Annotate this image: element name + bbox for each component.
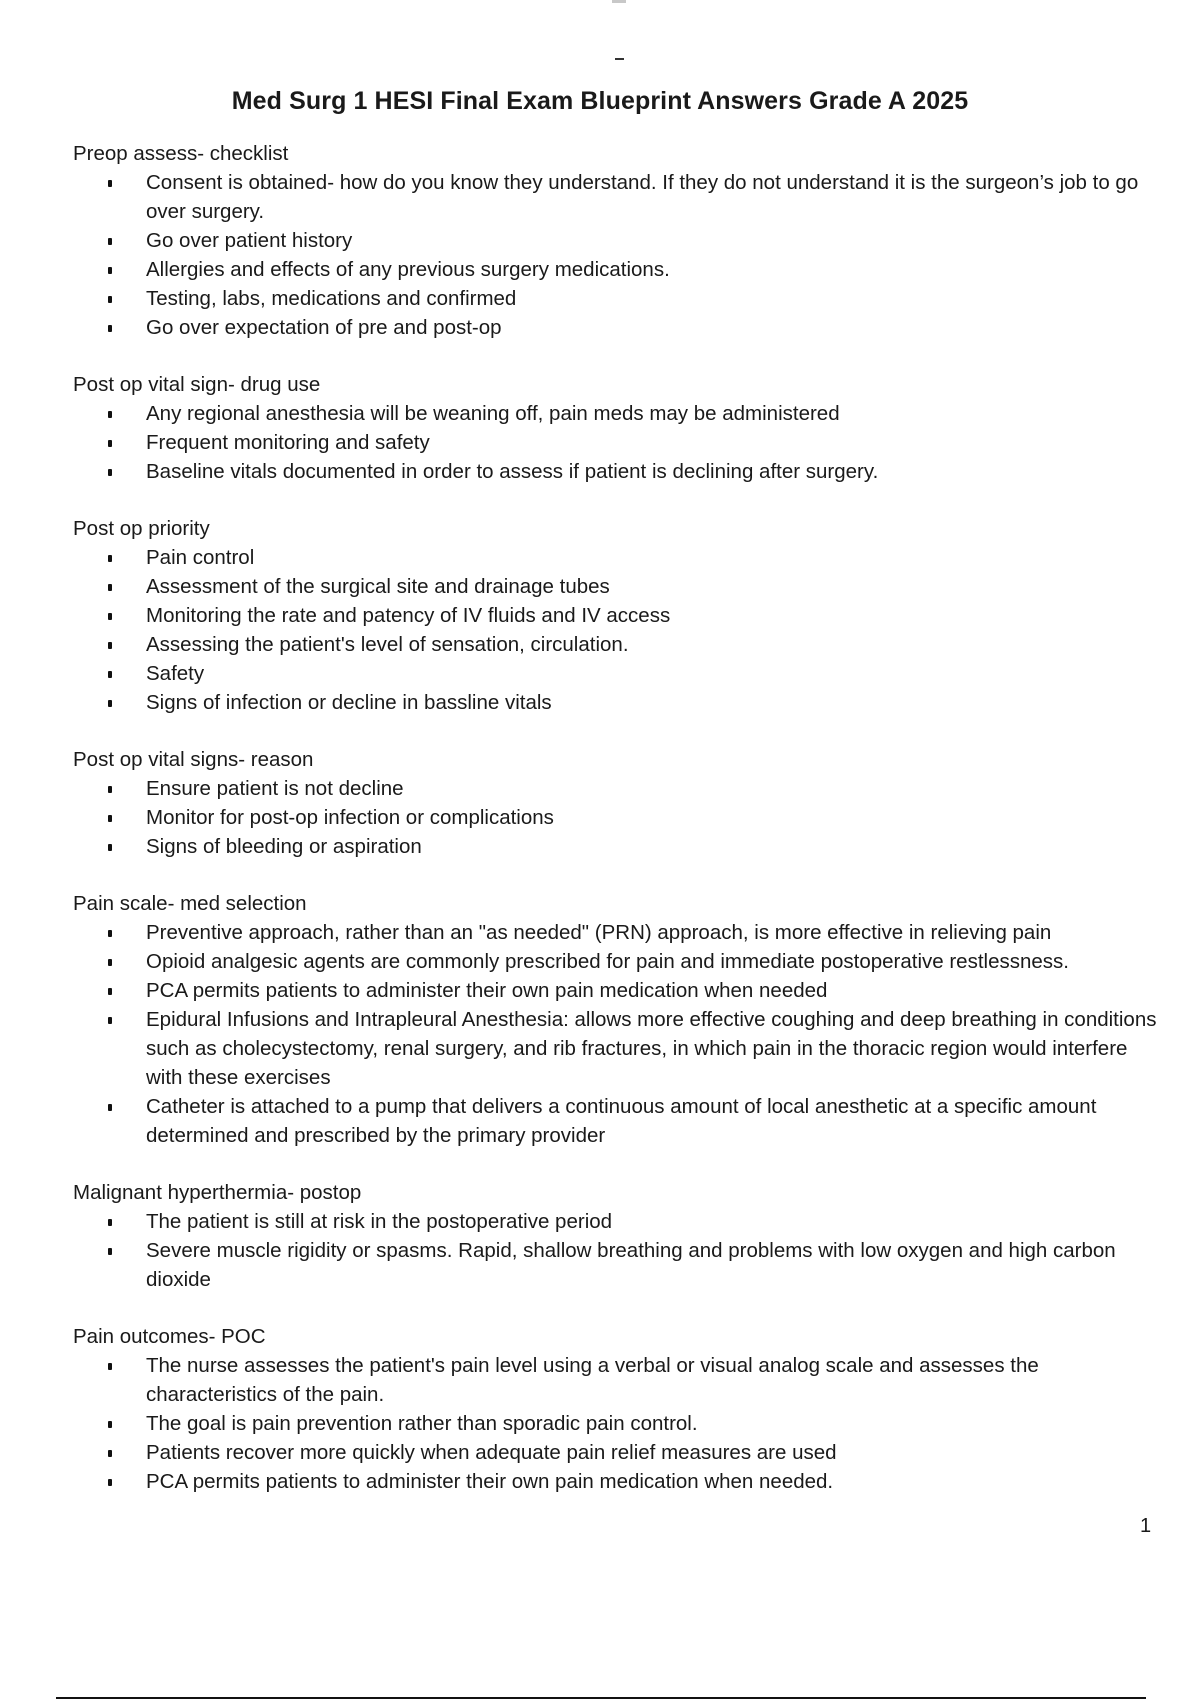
bullet-icon	[108, 1421, 112, 1428]
list-item-text: Assessing the patient's level of sensation, circulation.	[146, 633, 629, 656]
list-item-text: Go over patient history	[146, 229, 353, 252]
list-item	[73, 1092, 1163, 1150]
page-number: 1	[1140, 1515, 1152, 1537]
list-item	[73, 601, 1163, 630]
section	[73, 370, 1163, 486]
bullet-list	[73, 918, 1163, 1150]
list-item	[73, 255, 1163, 284]
list-item	[73, 803, 1163, 832]
bullet-icon	[108, 671, 112, 678]
list-item	[73, 457, 1163, 486]
bullet-list	[73, 1351, 1163, 1496]
bullet-icon	[108, 613, 112, 620]
list-item	[73, 1409, 1163, 1438]
list-item	[73, 1351, 1163, 1409]
list-item	[73, 1467, 1163, 1496]
list-item	[73, 1005, 1163, 1092]
bullet-icon	[108, 469, 112, 476]
section-heading: Malignant hyperthermia- postop	[73, 1181, 362, 1204]
list-item-text: Pain control	[146, 546, 255, 569]
bullet-icon	[108, 584, 112, 591]
list-item-text: The patient is still at risk in the postoperative period	[146, 1210, 613, 1233]
top-edge-mark	[612, 0, 626, 3]
section	[73, 514, 1163, 717]
list-item	[73, 313, 1163, 342]
section	[73, 889, 1163, 1150]
list-item	[73, 774, 1163, 803]
bullet-icon	[108, 1479, 112, 1486]
list-item	[73, 918, 1163, 947]
bullet-icon	[108, 1363, 112, 1370]
bullet-icon	[108, 180, 112, 187]
list-item-text: Signs of infection or decline in bassline vitals	[146, 691, 552, 714]
list-item-text: Assessment of the surgical site and drainage tubes	[146, 575, 610, 598]
list-item-text: The nurse assesses the patient's pain level using a verbal or visual analog scale and assesses the characteristics of the pain.	[146, 1354, 1039, 1406]
section	[73, 745, 1163, 861]
bullet-icon	[108, 844, 112, 851]
bullet-icon	[108, 959, 112, 966]
bullet-icon	[108, 1219, 112, 1226]
list-item	[73, 226, 1163, 255]
section	[73, 1322, 1163, 1496]
section-heading: Post op vital signs- reason	[73, 748, 314, 771]
list-item-text: Patients recover more quickly when adequate pain relief measures are used	[146, 1441, 837, 1464]
footer-rule	[56, 1697, 1146, 1699]
list-item-text: Opioid analgesic agents are commonly prescribed for pain and immediate postoperative restlessness.	[146, 950, 1069, 973]
bullet-icon	[108, 1104, 112, 1111]
list-item	[73, 543, 1163, 572]
list-item-text: Epidural Infusions and Intrapleural Anesthesia: allows more effective coughing and deep breathing in conditions such as cholecystectomy, renal surgery, and rib fractures, in which pain in the thoracic region would interfere with these exercises	[146, 1008, 1157, 1089]
list-item	[73, 1236, 1163, 1294]
list-item-text: Ensure patient is not decline	[146, 777, 404, 800]
list-item-text: Severe muscle rigidity or spasms. Rapid, shallow breathing and problems with low oxygen and high carbon dioxide	[146, 1239, 1116, 1291]
bullet-list	[73, 543, 1163, 717]
section-heading: Pain outcomes- POC	[73, 1325, 266, 1348]
bullet-icon	[108, 325, 112, 332]
bullet-list	[73, 1207, 1163, 1294]
section-heading: Pain scale- med selection	[73, 892, 307, 915]
list-item-text: Go over expectation of pre and post-op	[146, 316, 502, 339]
bullet-icon	[108, 1248, 112, 1255]
list-item-text: Signs of bleeding or aspiration	[146, 835, 422, 858]
bullet-icon	[108, 296, 112, 303]
section	[73, 139, 1163, 342]
list-item-text: Testing, labs, medications and confirmed	[146, 287, 517, 310]
bullet-list	[73, 774, 1163, 861]
list-item	[73, 399, 1163, 428]
list-item	[73, 284, 1163, 313]
list-item	[73, 976, 1163, 1005]
list-item	[73, 428, 1163, 457]
list-item	[73, 1207, 1163, 1236]
list-item-text: Any regional anesthesia will be weaning off, pain meds may be administered	[146, 402, 840, 425]
list-item	[73, 630, 1163, 659]
bullet-icon	[108, 1017, 112, 1024]
list-item-text: PCA permits patients to administer their own pain medication when needed.	[146, 1470, 834, 1493]
list-item-text: Allergies and effects of any previous surgery medications.	[146, 258, 670, 281]
list-item-text: Catheter is attached to a pump that delivers a continuous amount of local anesthetic at a specific amount determined and prescribed by the primary provider	[146, 1095, 1097, 1147]
bullet-icon	[108, 555, 112, 562]
bullet-icon	[108, 267, 112, 274]
list-item	[73, 659, 1163, 688]
bullet-icon	[108, 238, 112, 245]
bullet-list	[73, 168, 1163, 342]
section-heading: Post op vital sign- drug use	[73, 373, 321, 396]
list-item-text: PCA permits patients to administer their own pain medication when needed	[146, 979, 828, 1002]
list-item-text: Monitoring the rate and patency of IV fluids and IV access	[146, 604, 671, 627]
bullet-icon	[108, 700, 112, 707]
bullet-list	[73, 399, 1163, 486]
list-item-text: Monitor for post-op infection or complications	[146, 806, 554, 829]
bullet-icon	[108, 786, 112, 793]
list-item	[73, 168, 1163, 226]
list-item	[73, 572, 1163, 601]
dash-mark	[615, 58, 624, 60]
document-body	[73, 139, 1163, 1524]
list-item	[73, 947, 1163, 976]
list-item	[73, 688, 1163, 717]
bullet-icon	[108, 815, 112, 822]
section-heading: Post op priority	[73, 517, 210, 540]
list-item-text: Preventive approach, rather than an "as needed" (PRN) approach, is more effective in relieving pain	[146, 921, 1052, 944]
bullet-icon	[108, 411, 112, 418]
bullet-icon	[108, 988, 112, 995]
list-item-text: The goal is pain prevention rather than sporadic pain control.	[146, 1412, 698, 1435]
document-title: Med Surg 1 HESI Final Exam Blueprint Answers Grade A 2025	[231, 86, 969, 115]
list-item-text: Safety	[146, 662, 205, 685]
bullet-icon	[108, 440, 112, 447]
list-item	[73, 1438, 1163, 1467]
bullet-icon	[108, 1450, 112, 1457]
bullet-icon	[108, 642, 112, 649]
section-heading: Preop assess- checklist	[73, 142, 289, 165]
list-item-text: Baseline vitals documented in order to assess if patient is declining after surgery.	[146, 460, 879, 483]
list-item-text: Consent is obtained- how do you know they understand. If they do not understand it is the surgeon’s job to go over surgery.	[146, 171, 1139, 223]
bullet-icon	[108, 930, 112, 937]
section	[73, 1178, 1163, 1294]
list-item	[73, 832, 1163, 861]
list-item-text: Frequent monitoring and safety	[146, 431, 430, 454]
